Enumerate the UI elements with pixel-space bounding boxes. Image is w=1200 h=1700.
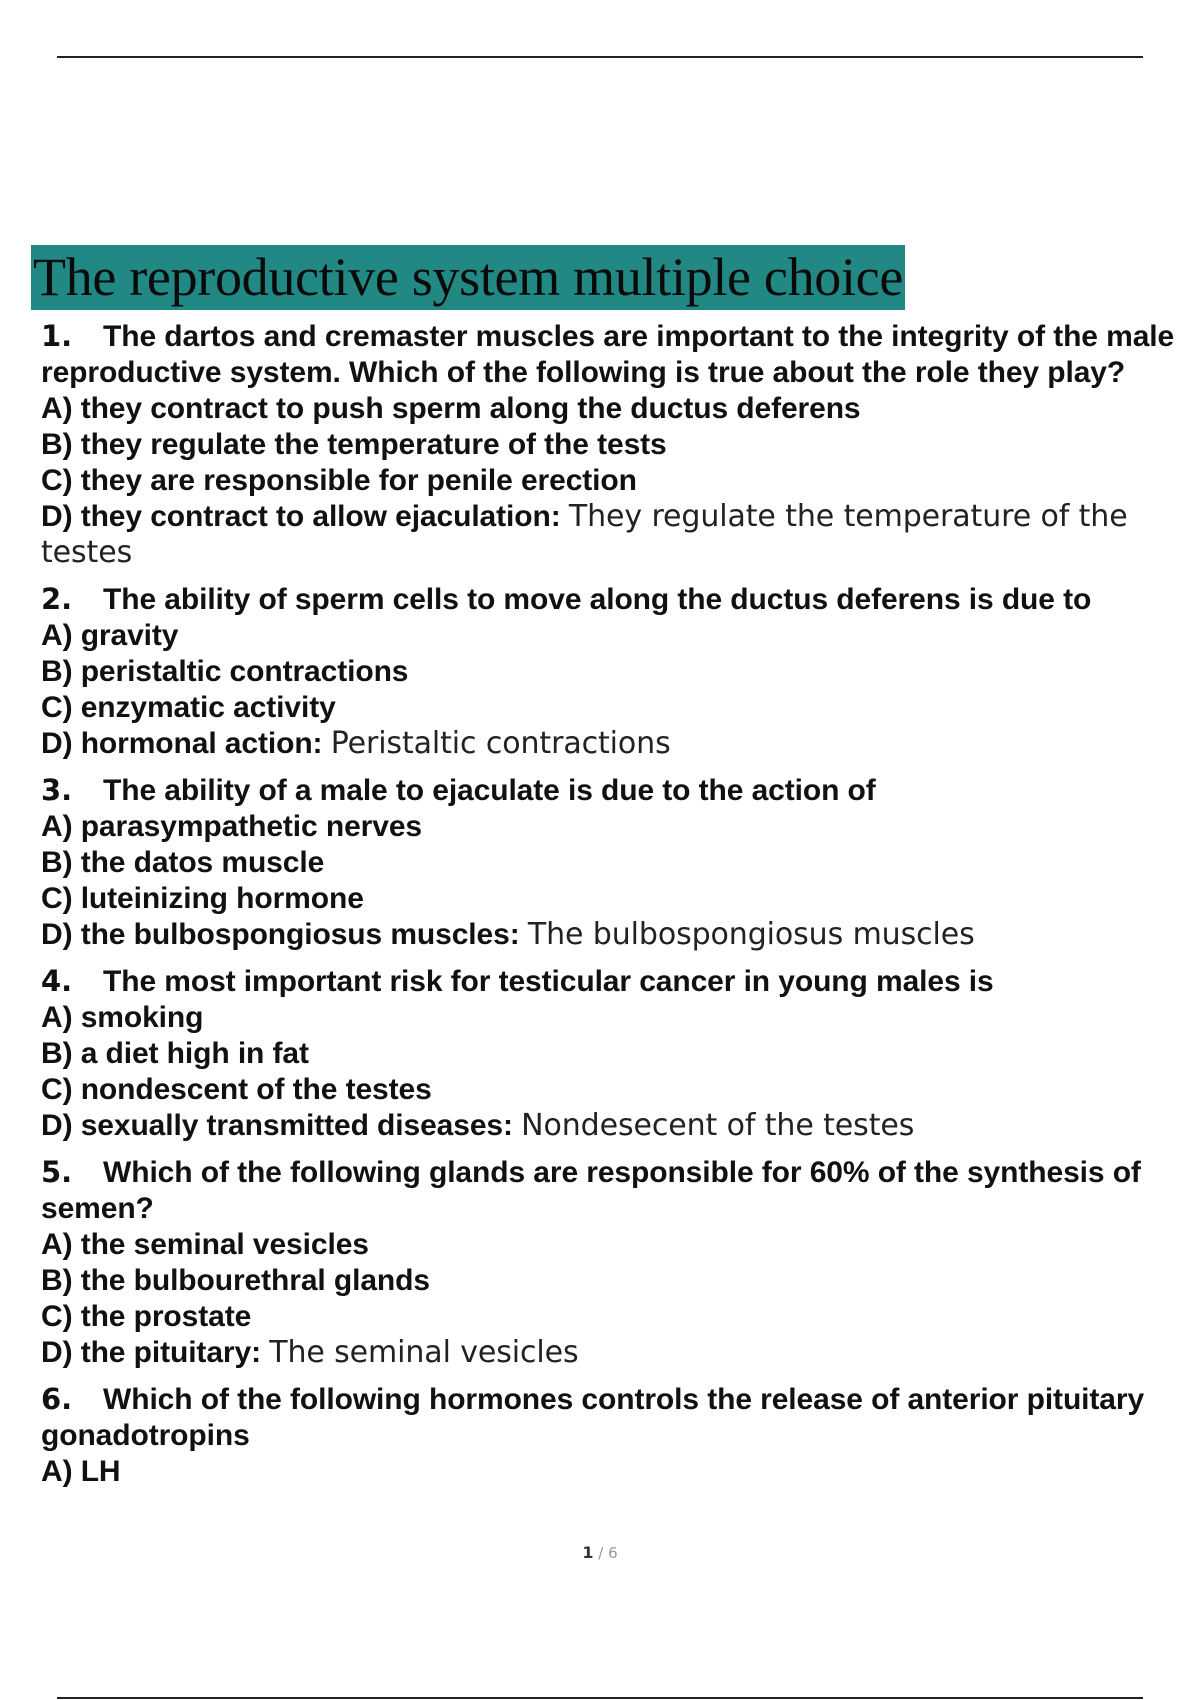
question-text: Which of the following glands are responsible for 60% of the synthesis of semen? [41,1156,1141,1225]
option-a: A) they contract to push sperm along the ductus deferens [41,392,861,425]
option-b: B) a diet high in fat [41,1037,309,1070]
top-rule [57,56,1143,58]
option-a: A) the seminal vesicles [41,1228,369,1261]
document-title: The reproductive system multiple choice [33,247,904,307]
question-number: 3. [41,773,72,807]
question-6 [41,1381,1191,1490]
question-number: 6. [41,1382,72,1416]
question-1 [41,318,1191,571]
answer-text: Peristaltic contractions [330,726,671,761]
option-d-with-answer [41,726,1191,762]
bottom-rule [57,1697,1143,1699]
option-d-with-answer [41,1335,1191,1371]
option-c: C) nondescent of the testes [41,1073,432,1106]
option-d: D) hormonal action: [41,727,323,760]
page-indicator [0,1543,1200,1562]
question-2 [41,581,1191,762]
option-d-with-answer [41,1108,1191,1144]
current-page: 1 [582,1543,594,1562]
option-d: D) they contract to allow ejaculation: [41,500,561,533]
answer-text: They regulate the temperature of the testes [41,499,1128,570]
option-c: C) they are responsible for penile erection [41,464,637,497]
question-number: 2. [41,582,72,616]
answer-text: The seminal vesicles [269,1335,579,1370]
option-a: A) parasympathetic nerves [41,810,422,843]
question-text: The dartos and cremaster muscles are important to the integrity of the male reproductive system. Which of the following is true about the role they play? [41,320,1175,389]
option-b: B) they regulate the temperature of the tests [41,428,667,461]
option-b: B) peristaltic contractions [41,655,409,688]
question-list [41,318,1191,1500]
option-d-with-answer [41,499,1191,571]
answer-text: The bulbospongiosus muscles [527,917,975,952]
question-number: 5. [41,1155,72,1189]
question-3 [41,772,1191,953]
option-c: C) the prostate [41,1300,252,1333]
question-text: Which of the following hormones controls the release of anterior pituitary gonadotropins [41,1383,1145,1452]
option-d-with-answer [41,917,1191,953]
option-a: A) smoking [41,1001,204,1034]
question-text: The ability of sperm cells to move along the ductus deferens is due to [103,583,1092,616]
question-text: The most important risk for testicular cancer in young males is [103,965,994,998]
option-a: A) LH [41,1455,121,1488]
question-4 [41,963,1191,1144]
option-d: D) sexually transmitted diseases: [41,1109,513,1142]
option-c: C) luteinizing hormone [41,882,364,915]
option-c: C) enzymatic activity [41,691,336,724]
question-5 [41,1154,1191,1371]
question-number: 1. [41,319,72,353]
question-number: 4. [41,964,72,998]
option-d: D) the pituitary: [41,1336,261,1369]
option-d: D) the bulbospongiosus muscles: [41,918,520,951]
page-separator: / [593,1544,609,1562]
answer-text: Nondesecent of the testes [521,1108,915,1143]
option-a: A) gravity [41,619,179,652]
title-highlight [31,245,905,310]
question-text: The ability of a male to ejaculate is due to the action of [103,774,876,807]
option-b: B) the datos muscle [41,846,325,879]
option-b: B) the bulbourethral glands [41,1264,430,1297]
total-pages: 6 [608,1544,618,1562]
